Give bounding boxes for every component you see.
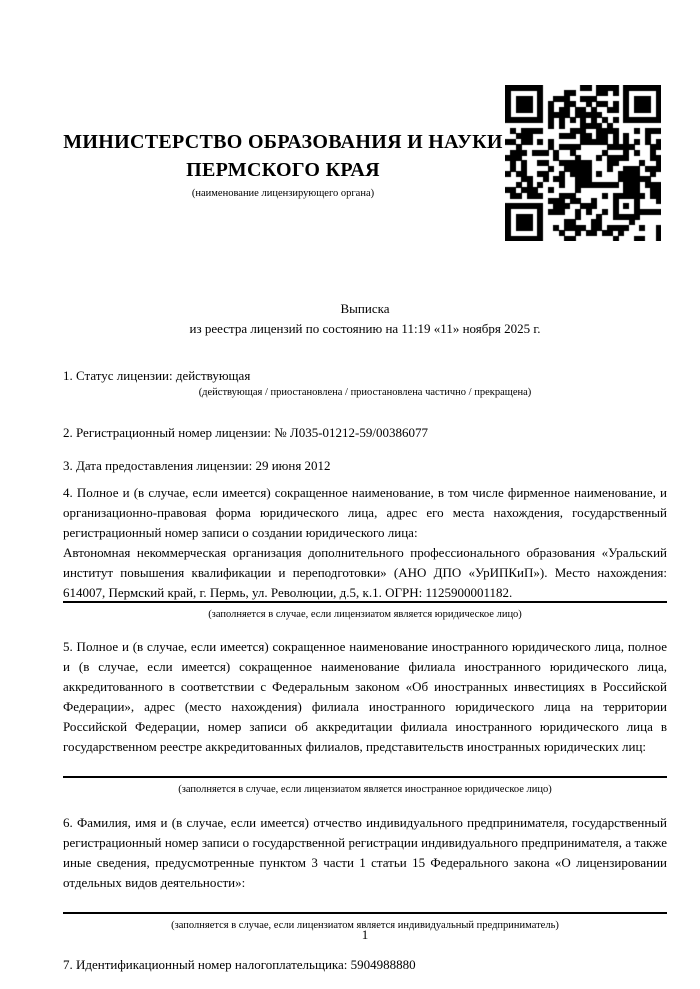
item-license-status (63, 366, 667, 399)
document-body (63, 366, 667, 975)
ministry-caption: (наименование лицензирующего органа) (191, 188, 375, 199)
item-legal-entity-name (63, 483, 667, 621)
item-value: Автономная некоммерческая организация дополнительного профессионального образования «Уральский институт повышения квалификации и переподготовки» (АНО ДПО «УрИПКиП»). Место нахождения: 614007, Пермский край, г. Пермь, ул. Революции, д.5, к.1. ОГРН: 1125900001182. (63, 545, 667, 600)
item-text: 2. Регистрационный номер лицензии: № Л035-01212-59/00386077 (63, 425, 429, 440)
item-caption: (заполняется в случае, если лицензиатом является юридическое лицо) (208, 609, 522, 620)
document-title-line1: Выписка (340, 301, 390, 316)
item-taxpayer-id (63, 955, 667, 975)
item-registration-number (63, 423, 667, 443)
ministry-name-line1: МИНИСТЕРСТВО ОБРАЗОВАНИЯ И НАУКИ (63, 131, 503, 153)
page-number: 1 (361, 927, 369, 942)
item-caption: (действующая / приостановлена / приостановлена частично / прекращена) (198, 387, 532, 398)
fill-in-rule (63, 912, 667, 914)
item-license-grant-date (63, 456, 667, 476)
item-text: 6. Фамилия, имя и (в случае, если имеется) отчество индивидуального предпринимателя, государственный регистрационный номер записи о государственной регистрации индивидуального предпринимателя, а также иные сведения, предусмотренные пунктом 3 части 1 статьи 15 Федерального закона «О лицензировании отдельных видов деятельности»: (63, 815, 667, 890)
item-caption: (заполняется в случае, если лицензиатом является иностранное юридическое лицо) (178, 784, 552, 795)
qr-code (505, 85, 661, 241)
item-text: 1. Статус лицензии: действующая (63, 368, 251, 383)
item-foreign-legal-entity (63, 637, 667, 796)
item-text: 4. Полное и (в случае, если имеется) сокращенное наименование, в том числе фирменное наименование, и организационно-правовая форма юридического лица, адрес его места нахождения, государственный регистрационный номер записи о создании юридического лица: (63, 485, 667, 540)
item-text: 7. Идентификационный номер налогоплательщика: 5904988880 (63, 957, 416, 972)
item-text: 3. Дата предоставления лицензии: 29 июня 2012 (63, 458, 331, 473)
item-individual-entrepreneur (63, 813, 667, 932)
fill-in-rule (63, 776, 667, 778)
document-title-line2: из реестра лицензий по состоянию на 11:19 «11» ноября 2025 г. (189, 321, 541, 336)
licensing-authority-header (63, 128, 503, 201)
item-text: 5. Полное и (в случае, если имеется) сокращенное наименование иностранного юридического лица, полное и (в случае, если имеется) сокращенное наименование филиала иностранного юридического лица, аккредитованного в соответствии с Федеральным законом «Об иностранных инвестициях в Российской Федерации», адрес (место нахождения) филиала иностранного юридического лица на территории Российской Федерации, номер записи об аккредитации филиала иностранного юридического лица в государственном реестре аккредитованных филиалов, представительств иностранных юридических лиц: (63, 639, 667, 754)
ministry-name-line2: ПЕРМСКОГО КРАЯ (186, 159, 380, 181)
document-title (63, 299, 667, 339)
item-caption: (заполняется в случае, если лицензиатом является индивидуальный предприниматель) (171, 920, 559, 931)
